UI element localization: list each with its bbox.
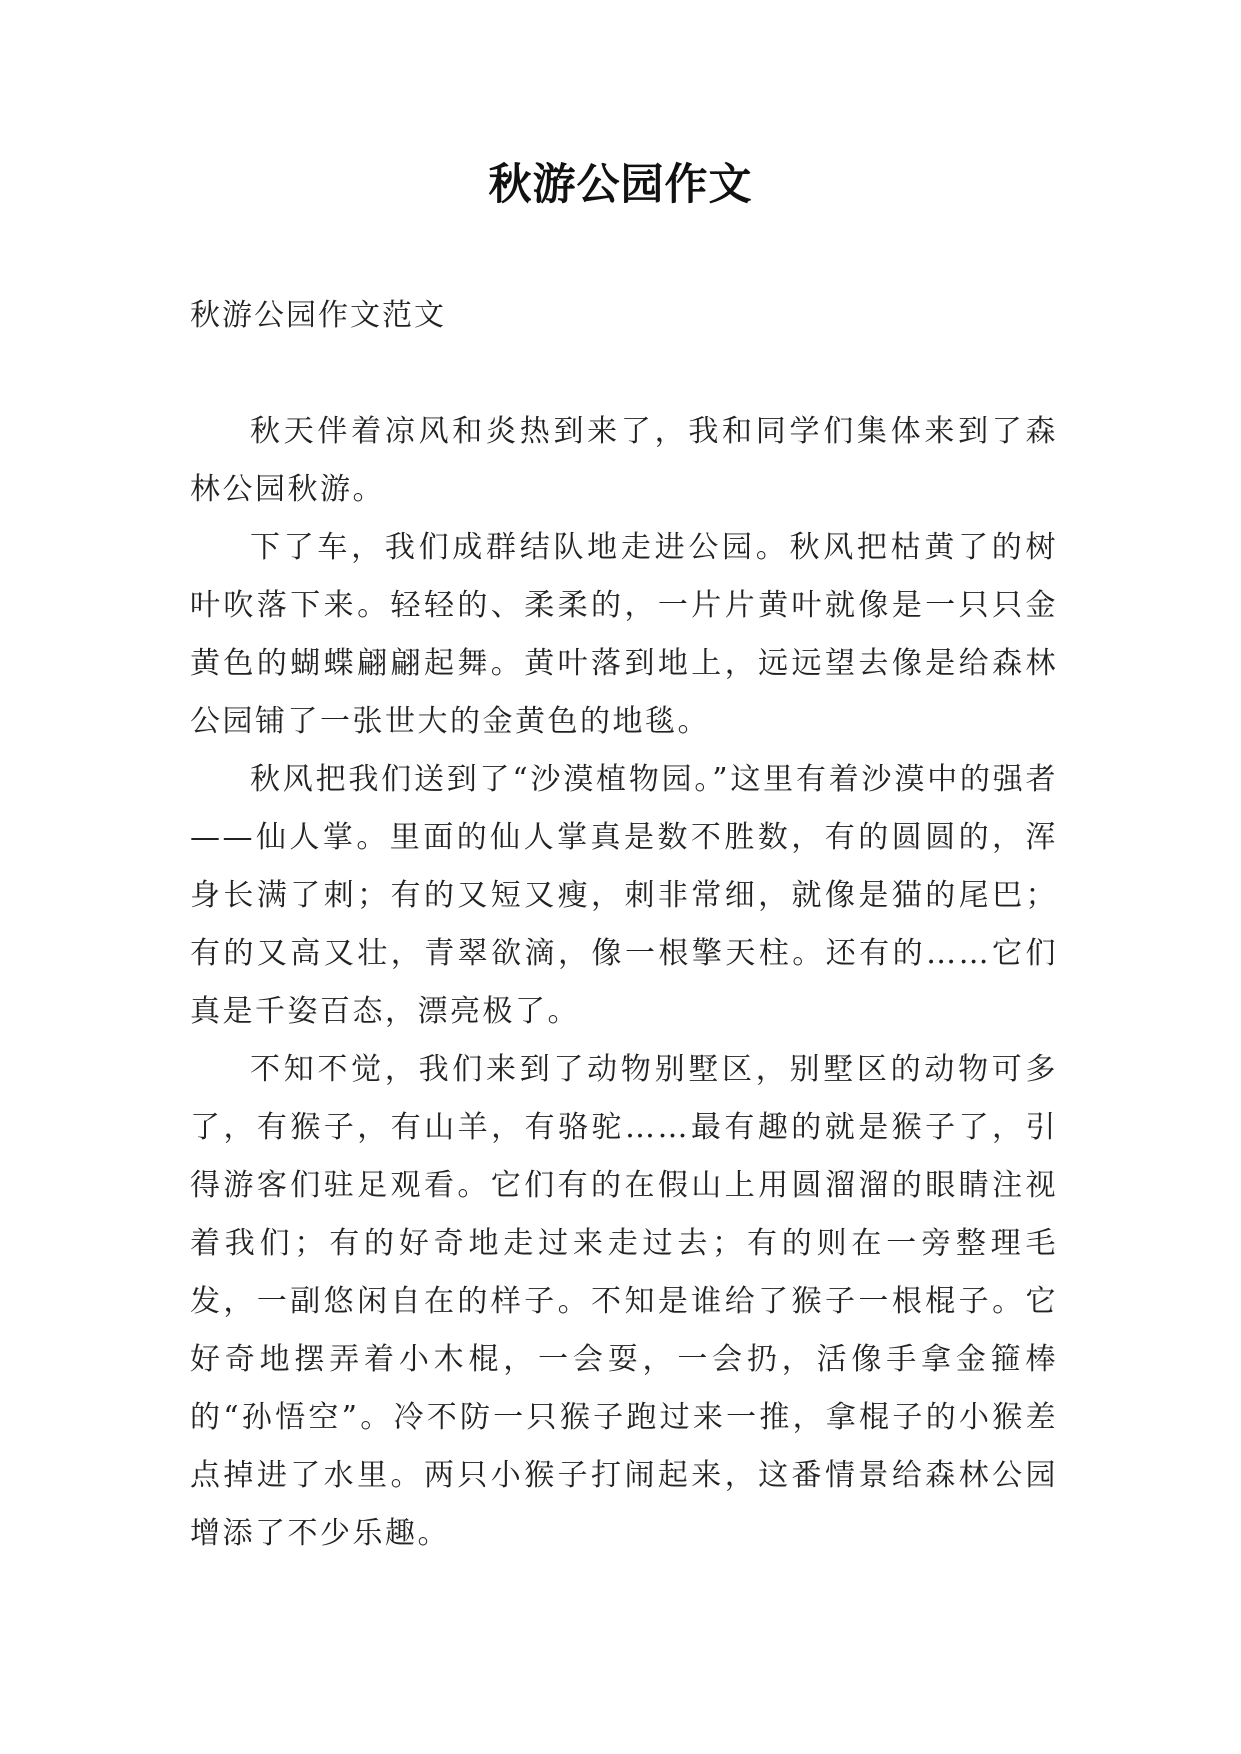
paragraph-3: 秋风把我们送到了“沙漠植物园。”这里有着沙漠中的强者——仙人掌。里面的仙人掌真是数不胜数，有的圆圆的，浑身长满了刺；有的又短又瘦，刺非常细，就像是猫的尾巴；有的又高又壮，青翠欲滴，像一根擎天柱。还有的……它们真是千姿百态，漂亮极了。 <box>190 762 1058 1029</box>
document-title: 秋游公园作文 <box>488 160 753 210</box>
paragraph-1: 秋天伴着凉风和炎热到来了，我和同学们集体来到了森林公园秋游。 <box>190 414 1058 507</box>
paragraph-4: 不知不觉，我们来到了动物别墅区，别墅区的动物可多了，有猴子，有山羊，有骆驼……最有趣的就是猴子了，引得游客们驻足观看。它们有的在假山上用圆溜溜的眼睛注视着我们；有的好奇地走过来走过去；有的则在一旁整理毛发，一副悠闲自在的样子。不知是谁给了猴子一根棍子。它好奇地摆弄着小木棍，一会耍，一会扔，活像手拿金箍棒的“孙悟空”。冷不防一只猴子跑过来一推，拿棍子的小猴差点掉进了水里。两只小猴子打闹起来，这番情景给森林公园增添了不少乐趣。 <box>190 1052 1058 1551</box>
document-body <box>190 403 1058 1563</box>
paragraph-2: 下了车，我们成群结队地走进公园。秋风把枯黄了的树叶吹落下来。轻轻的、柔柔的，一片片黄叶就像是一只只金黄色的蝴蝶翩翩起舞。黄叶落到地上，远远望去像是给森林公园铺了一张世大的金黄色的地毯。 <box>190 530 1058 739</box>
document-subtitle: 秋游公园作文范文 <box>190 298 446 333</box>
